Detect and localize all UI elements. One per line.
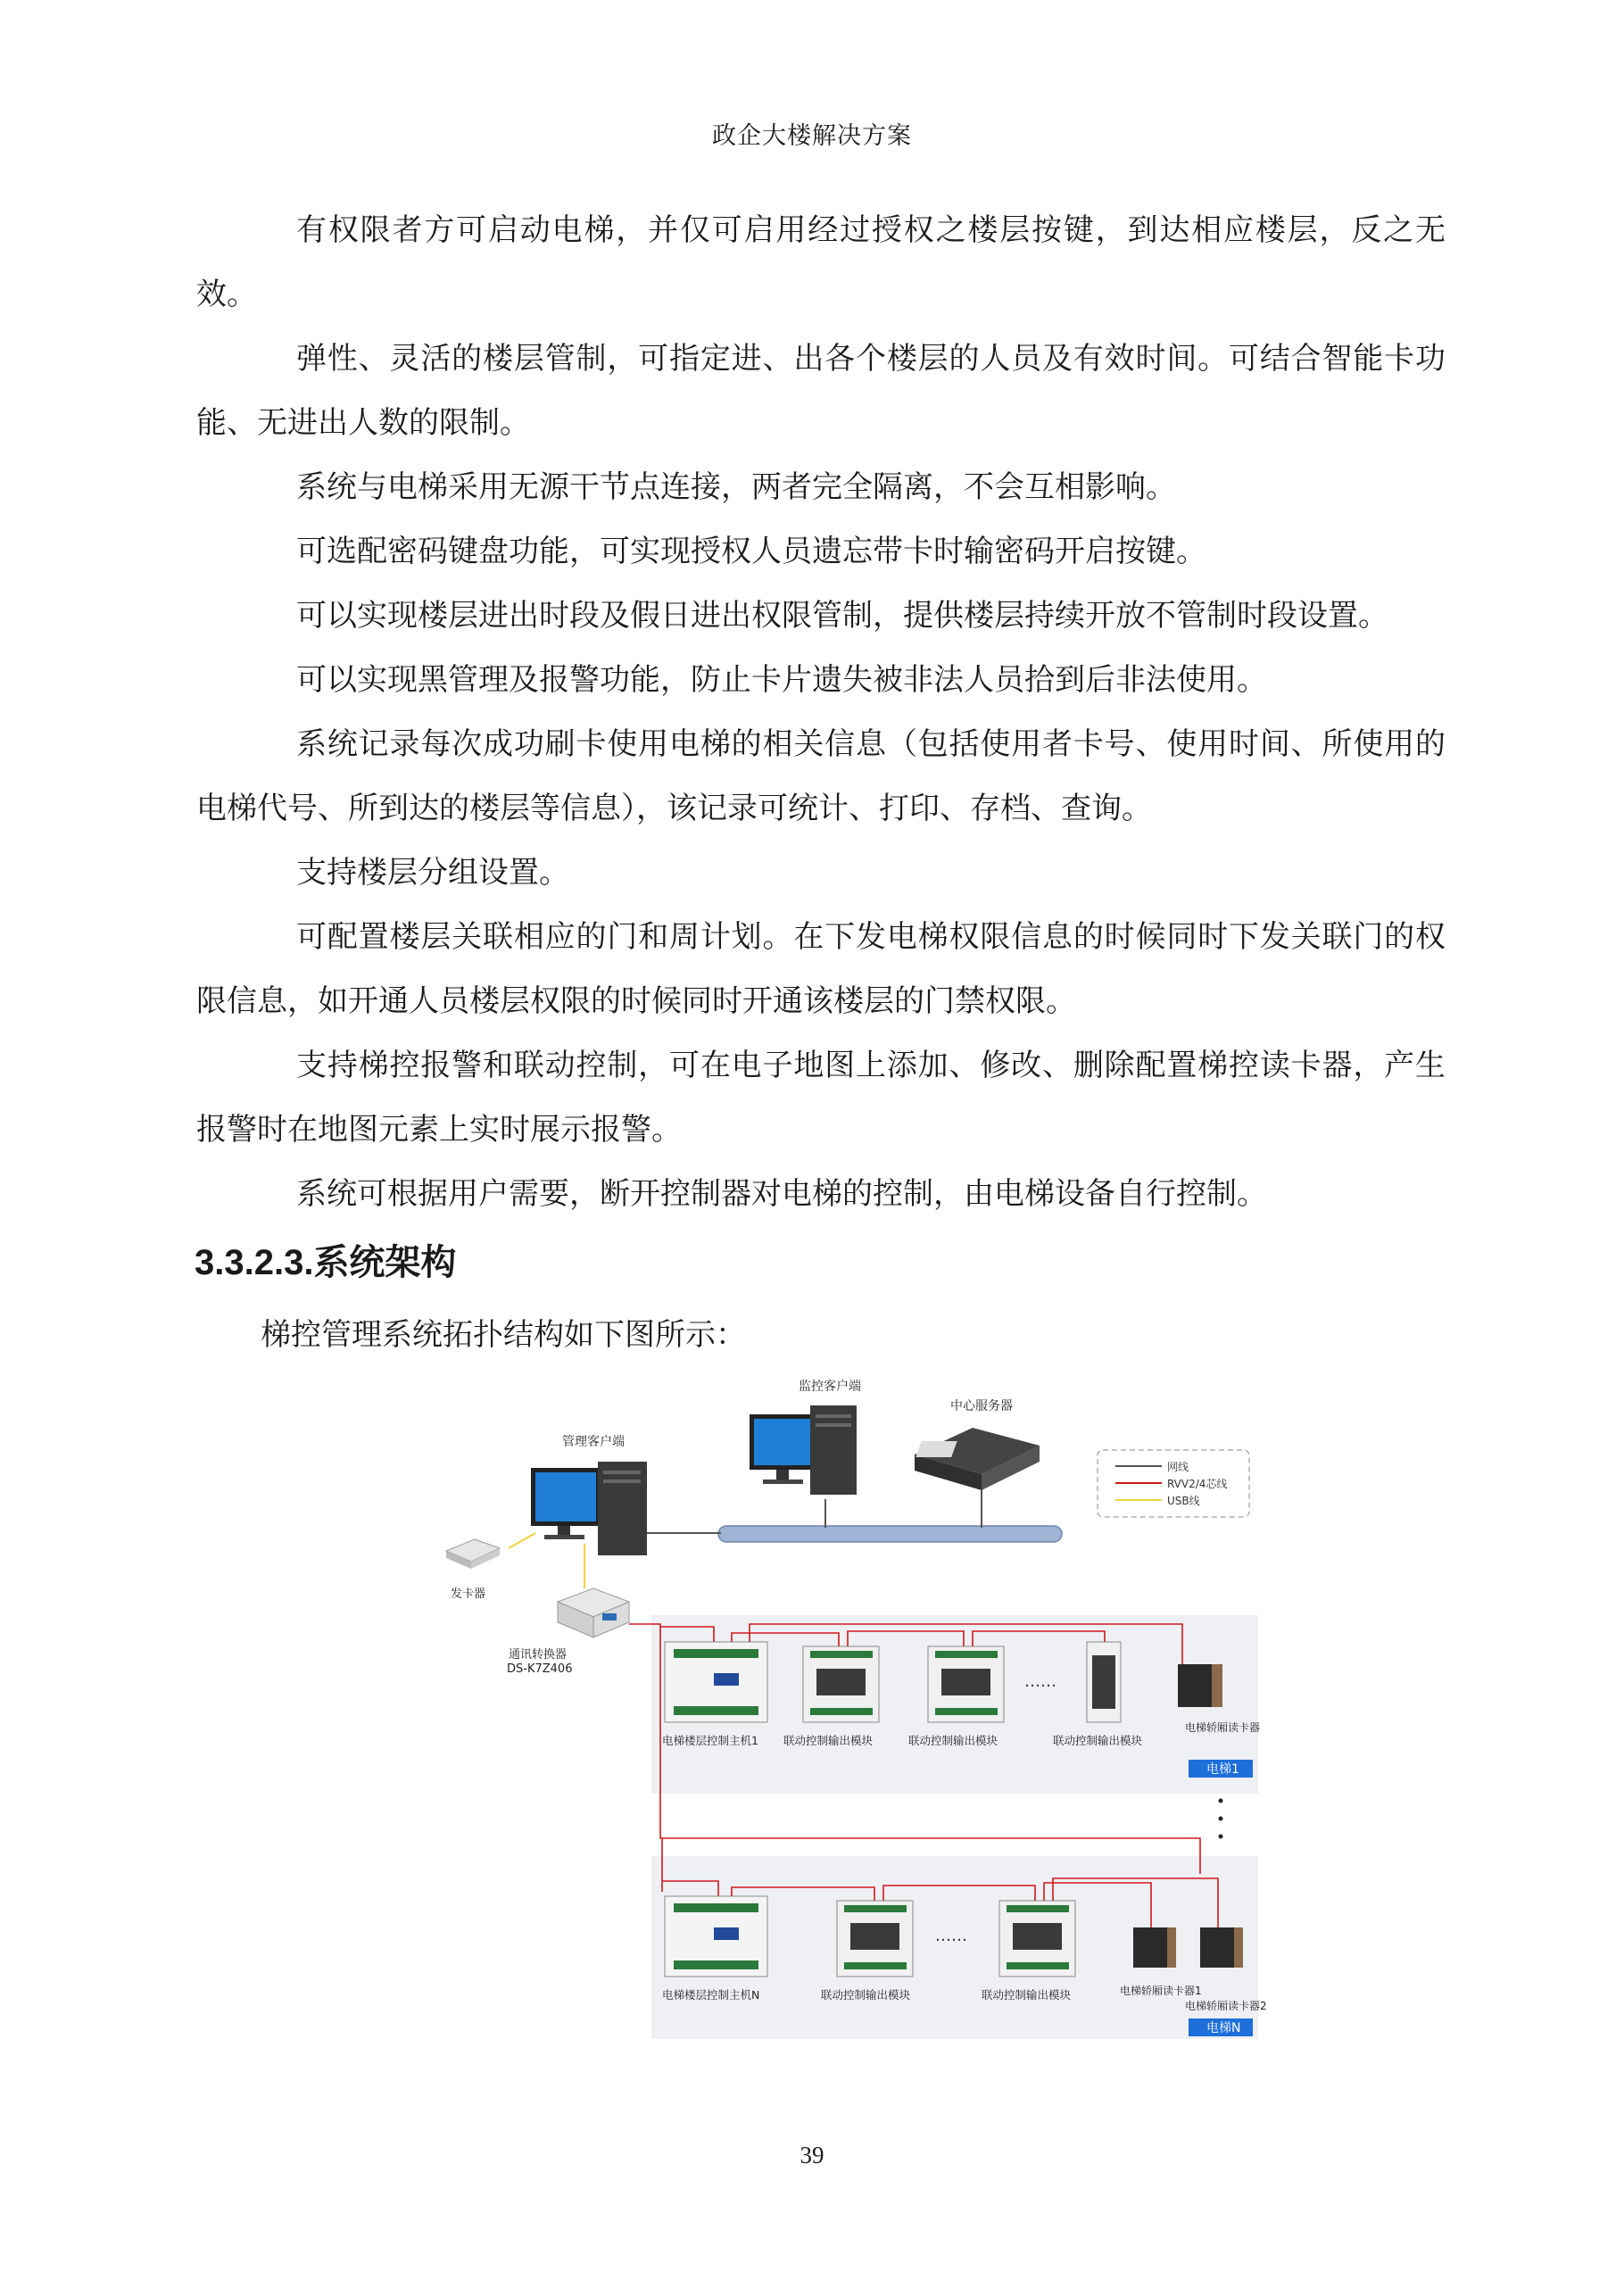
- paragraph: 支持楼层分组设置。: [296, 855, 569, 891]
- car-reader-icon: [1178, 1664, 1222, 1707]
- management-client-icon: [531, 1462, 647, 1555]
- output-module-label: 联动控制输出模块: [982, 1988, 1072, 2002]
- paragraph: 支持梯控报警和联动控制，可在电子地图上添加、修改、删除配置梯控读卡器，产生报警时在地图元素上实时展示报警。: [196, 1048, 1446, 1148]
- output-module-icon: [803, 1646, 879, 1722]
- ellipsis: ……: [1024, 1672, 1056, 1691]
- controller-1-icon: [665, 1642, 767, 1722]
- output-module-label: 联动控制输出模块: [1053, 1734, 1143, 1747]
- legend-network: 网线: [1167, 1461, 1189, 1473]
- ellipsis: ……: [935, 1927, 967, 1945]
- paragraph: 可配置楼层关联相应的门和周计划。在下发电梯权限信息的时候同时下发关联门的权限信息，如开通人员楼层权限的时候同时开通该楼层的门禁权限。: [196, 919, 1446, 1019]
- section-intro: 梯控管理系统拓扑结构如下图所示：: [261, 1317, 746, 1353]
- continuation-dot: [1219, 1817, 1223, 1821]
- legend-usb: USB线: [1167, 1495, 1200, 1507]
- paragraph: 弹性、灵活的楼层管制，可指定进、出各个楼层的人员及有效时间。可结合智能卡功能、无进出人数的限制。: [196, 341, 1446, 441]
- output-module-icon: [999, 1901, 1075, 1977]
- paragraph: 可选配密码键盘功能，可实现授权人员遗忘带卡时输密码开启按键。: [296, 534, 1206, 569]
- car-reader-label: 电梯轿厢读卡器: [1185, 1721, 1261, 1734]
- continuation-dot: [1219, 1799, 1223, 1803]
- output-module-label: 联动控制输出模块: [908, 1734, 998, 1747]
- output-module-icon: [1087, 1642, 1121, 1722]
- monitor-client-label: 监控客户端: [799, 1380, 861, 1394]
- paragraph: 系统与电梯采用无源干节点连接，两者完全隔离，不会互相影响。: [296, 469, 1176, 505]
- monitor-client-icon: [750, 1405, 857, 1495]
- converter-icon: [558, 1588, 629, 1637]
- legend-rvv: RVV2/4芯线: [1167, 1478, 1228, 1490]
- car-reader-1-label: 电梯轿厢读卡器1: [1120, 1985, 1202, 1997]
- output-module-label: 联动控制输出模块: [821, 1988, 911, 2002]
- converter-model: DS-K7Z406: [507, 1662, 573, 1676]
- elevator-1-label: 电梯1: [1206, 1762, 1239, 1777]
- elevator-n-label: 电梯N: [1206, 2021, 1241, 2035]
- section-heading: 3.3.2.3.系统架构: [195, 1243, 457, 1282]
- page-number: 39: [800, 2142, 824, 2168]
- management-client-label: 管理客户端: [562, 1435, 625, 1449]
- page-header: 政企大楼解决方案: [712, 122, 912, 150]
- controller-n-label: 电梯楼层控制主机N: [662, 1988, 760, 2002]
- paragraph: 可以实现楼层进出时段及假日进出权限管制，提供楼层持续开放不管制时段设置。: [296, 598, 1388, 634]
- usb-wire: [509, 1533, 535, 1548]
- car-reader-2-icon: [1200, 1927, 1243, 1968]
- car-reader-2-label: 电梯轿厢读卡器2: [1185, 2000, 1267, 2012]
- controller-n-icon: [665, 1896, 767, 1977]
- paragraph: 系统记录每次成功刷卡使用电梯的相关信息（包括使用者卡号、使用时间、所使用的电梯代号、所到达的楼层等信息），该记录可统计、打印、存档、查询。: [196, 726, 1446, 826]
- output-module-icon: [837, 1901, 913, 1977]
- output-module-label: 联动控制输出模块: [783, 1734, 874, 1747]
- card-issuer-label: 发卡器: [451, 1587, 486, 1601]
- paragraph: 可以实现黑管理及报警功能，防止卡片遗失被非法人员拾到后非法使用。: [296, 662, 1267, 698]
- central-server-icon: [915, 1428, 1040, 1490]
- converter-name: 通讯转换器: [509, 1648, 568, 1662]
- output-module-icon: [928, 1646, 1004, 1722]
- topology-diagram: [428, 1374, 1267, 2083]
- central-server-label: 中心服务器: [950, 1399, 1013, 1413]
- paragraph: 有权限者方可启动电梯，并仅可启用经过授权之楼层按键，到达相应楼层，反之无效。: [196, 212, 1446, 312]
- card-issuer-icon: [446, 1539, 500, 1569]
- legend: [1098, 1450, 1249, 1517]
- car-reader-1-icon: [1133, 1927, 1176, 1968]
- body-text: [196, 198, 1446, 1226]
- paragraph: 系统可根据用户需要，断开控制器对电梯的控制，由电梯设备自行控制。: [296, 1176, 1267, 1212]
- continuation-dot: [1219, 1835, 1223, 1839]
- network-bus: [718, 1526, 1062, 1542]
- controller-1-label: 电梯楼层控制主机1: [662, 1734, 758, 1747]
